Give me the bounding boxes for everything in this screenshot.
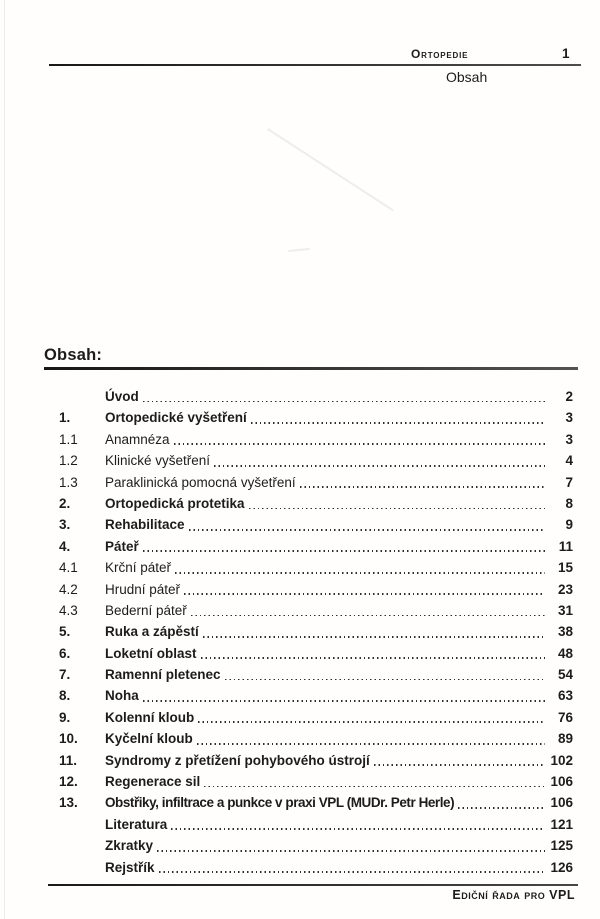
toc-leader-dots xyxy=(174,443,545,445)
toc-entry-title: Loketní oblast xyxy=(105,645,197,661)
toc-entry-page: 8 xyxy=(565,495,573,511)
toc-entry-number: 1. xyxy=(59,410,71,426)
toc-entry-title: Ruka a zápěstí xyxy=(105,624,199,640)
toc-leader-dots xyxy=(171,828,545,830)
toc-entry-page: 125 xyxy=(550,838,573,854)
toc-entry-title: Kyčelní kloub xyxy=(105,731,193,747)
toc-leader-dots xyxy=(300,486,545,488)
toc-entry-title: Ortopedické vyšetření xyxy=(105,410,247,426)
toc-row xyxy=(59,685,573,706)
toc-entry-title: Literatura xyxy=(105,816,168,832)
toc-entry-title: Krční páteř xyxy=(105,560,172,576)
toc-entry-number: 4.2 xyxy=(59,581,78,597)
toc-row xyxy=(59,664,573,685)
toc-entry-page: 15 xyxy=(557,560,573,576)
toc-entry-title: Syndromy z přetížení pohybového ústrojí xyxy=(105,752,370,768)
toc-leader-dots xyxy=(204,786,545,788)
toc-entry-title: Rejstřík xyxy=(105,859,155,875)
toc-leader-dots xyxy=(225,679,545,681)
toc-entry-number: 5. xyxy=(59,624,71,640)
toc-leader-dots xyxy=(214,465,545,467)
toc-entry-page: 106 xyxy=(550,795,573,811)
toc-leader-dots xyxy=(184,593,545,595)
toc-leader-dots xyxy=(159,871,545,873)
toc-leader-dots xyxy=(143,700,545,702)
toc-entry-number: 3. xyxy=(59,517,71,533)
toc-entry-page: 76 xyxy=(557,709,573,725)
toc-entry-page: 2 xyxy=(565,389,573,404)
toc-leader-dots xyxy=(175,572,545,574)
toc-leader-dots xyxy=(201,657,545,659)
toc-entry-title: Ramenní pletenec xyxy=(105,667,221,683)
toc-entry-title: Hrudní páteř xyxy=(105,581,181,597)
toc-row xyxy=(59,429,573,450)
toc-row xyxy=(59,579,573,600)
toc-heading-rule xyxy=(44,367,578,370)
toc-row xyxy=(59,514,573,535)
toc-leader-dots xyxy=(203,636,545,638)
toc-row xyxy=(59,621,573,642)
series-label: Ediční řada pro VPL xyxy=(452,888,575,902)
toc-entry-number: 1.1 xyxy=(59,431,78,447)
toc-entry-title: Noha xyxy=(105,688,139,704)
toc-leader-dots xyxy=(374,764,545,766)
toc-entry-page: 126 xyxy=(550,859,573,875)
toc-entry-page: 4 xyxy=(565,453,573,469)
toc-leader-dots xyxy=(198,721,545,723)
page-number: 1 xyxy=(562,46,570,61)
toc-row xyxy=(59,493,573,514)
toc-entry-number: 2. xyxy=(59,495,71,511)
toc-row xyxy=(59,835,573,856)
toc-entry-title: Bederní páteř xyxy=(105,602,187,618)
toc-leader-dots xyxy=(143,550,545,552)
header-rule xyxy=(49,64,581,66)
toc-entry-number: 6. xyxy=(59,645,71,661)
toc-entry-number: 12. xyxy=(59,774,78,790)
toc-entry-title: Klinické vyšetření xyxy=(105,453,211,469)
toc-entry-page: 48 xyxy=(557,645,573,661)
toc-entry-title: Úvod xyxy=(105,389,139,404)
toc-leader-dots xyxy=(249,508,545,510)
toc-entry-number: 8. xyxy=(59,688,71,704)
toc-row xyxy=(59,450,573,471)
toc-entry-number: 7. xyxy=(59,667,71,683)
toc-row xyxy=(59,857,573,878)
toc-entry-title: Obstřiky, infiltrace a punkce v praxi VPL (MUDr. Petr Herle) xyxy=(105,795,455,811)
toc-entry-title: Zkratky xyxy=(105,838,154,854)
toc-entry-number: 1.2 xyxy=(59,453,78,469)
toc-entry-page: 3 xyxy=(565,410,573,426)
toc-entry-number: 13. xyxy=(59,795,78,811)
toc-entry-page: 7 xyxy=(565,474,573,490)
toc-leader-dots xyxy=(157,850,545,852)
toc-row xyxy=(59,472,573,493)
toc-row xyxy=(59,643,573,664)
toc-row xyxy=(59,386,573,407)
toc-row xyxy=(59,557,573,578)
page-edge-line xyxy=(4,0,5,919)
toc-row xyxy=(59,600,573,621)
toc-entry-page: 38 xyxy=(557,624,573,640)
toc-row xyxy=(59,407,573,428)
toc-leader-dots xyxy=(458,807,545,809)
toc-heading: Obsah: xyxy=(44,346,103,364)
scan-smudge xyxy=(267,128,394,211)
toc-entry-page: 102 xyxy=(550,752,573,768)
toc-entry-page: 63 xyxy=(557,688,573,704)
toc-entry-page: 121 xyxy=(550,816,573,832)
running-title: Ortopedie xyxy=(411,47,469,61)
toc-entry-number: 4.3 xyxy=(59,602,78,618)
toc-entry-title: Rehabilitace xyxy=(105,517,185,533)
toc-entry-page: 54 xyxy=(557,667,573,683)
toc-entry-title: Paraklinická pomocná vyšetření xyxy=(105,474,296,490)
toc-entry-title: Regenerace sil xyxy=(105,774,201,790)
toc-entry-number: 4.1 xyxy=(59,560,78,576)
toc-entry-page: 106 xyxy=(550,774,573,790)
toc-row xyxy=(59,750,573,771)
scan-smudge xyxy=(288,248,310,252)
toc-entry-title: Ortopedická protetika xyxy=(105,495,245,511)
toc-entry-number: 10. xyxy=(59,731,78,747)
toc-entry-title: Kolenní kloub xyxy=(105,709,195,725)
toc-entry-page: 11 xyxy=(558,538,573,554)
toc-entry-page: 23 xyxy=(557,581,573,597)
toc-row xyxy=(59,728,573,749)
toc-row xyxy=(59,536,573,557)
toc-entry-page: 3 xyxy=(565,431,573,447)
toc-entry-page: 9 xyxy=(565,517,573,533)
toc-row xyxy=(59,814,573,835)
toc-row xyxy=(59,707,573,728)
toc-entry-number: 1.3 xyxy=(59,474,78,490)
toc-list xyxy=(59,386,573,878)
toc-leader-dots xyxy=(189,529,545,531)
toc-leader-dots xyxy=(197,743,545,745)
toc-entry-page: 31 xyxy=(557,602,573,618)
toc-leader-dots xyxy=(251,422,545,424)
footer-rule xyxy=(48,884,578,886)
section-label: Obsah xyxy=(446,69,488,85)
toc-entry-title: Anamnéza xyxy=(105,431,170,447)
toc-entry-number: 9. xyxy=(59,709,71,725)
toc-leader-dots xyxy=(143,401,545,403)
toc-row xyxy=(59,771,573,792)
toc-entry-number: 11. xyxy=(59,752,78,768)
toc-entry-number: 4. xyxy=(59,538,71,554)
toc-entry-title: Páteř xyxy=(105,538,139,554)
toc-entry-page: 89 xyxy=(557,731,573,747)
toc-leader-dots xyxy=(191,615,545,617)
toc-row xyxy=(59,792,573,813)
